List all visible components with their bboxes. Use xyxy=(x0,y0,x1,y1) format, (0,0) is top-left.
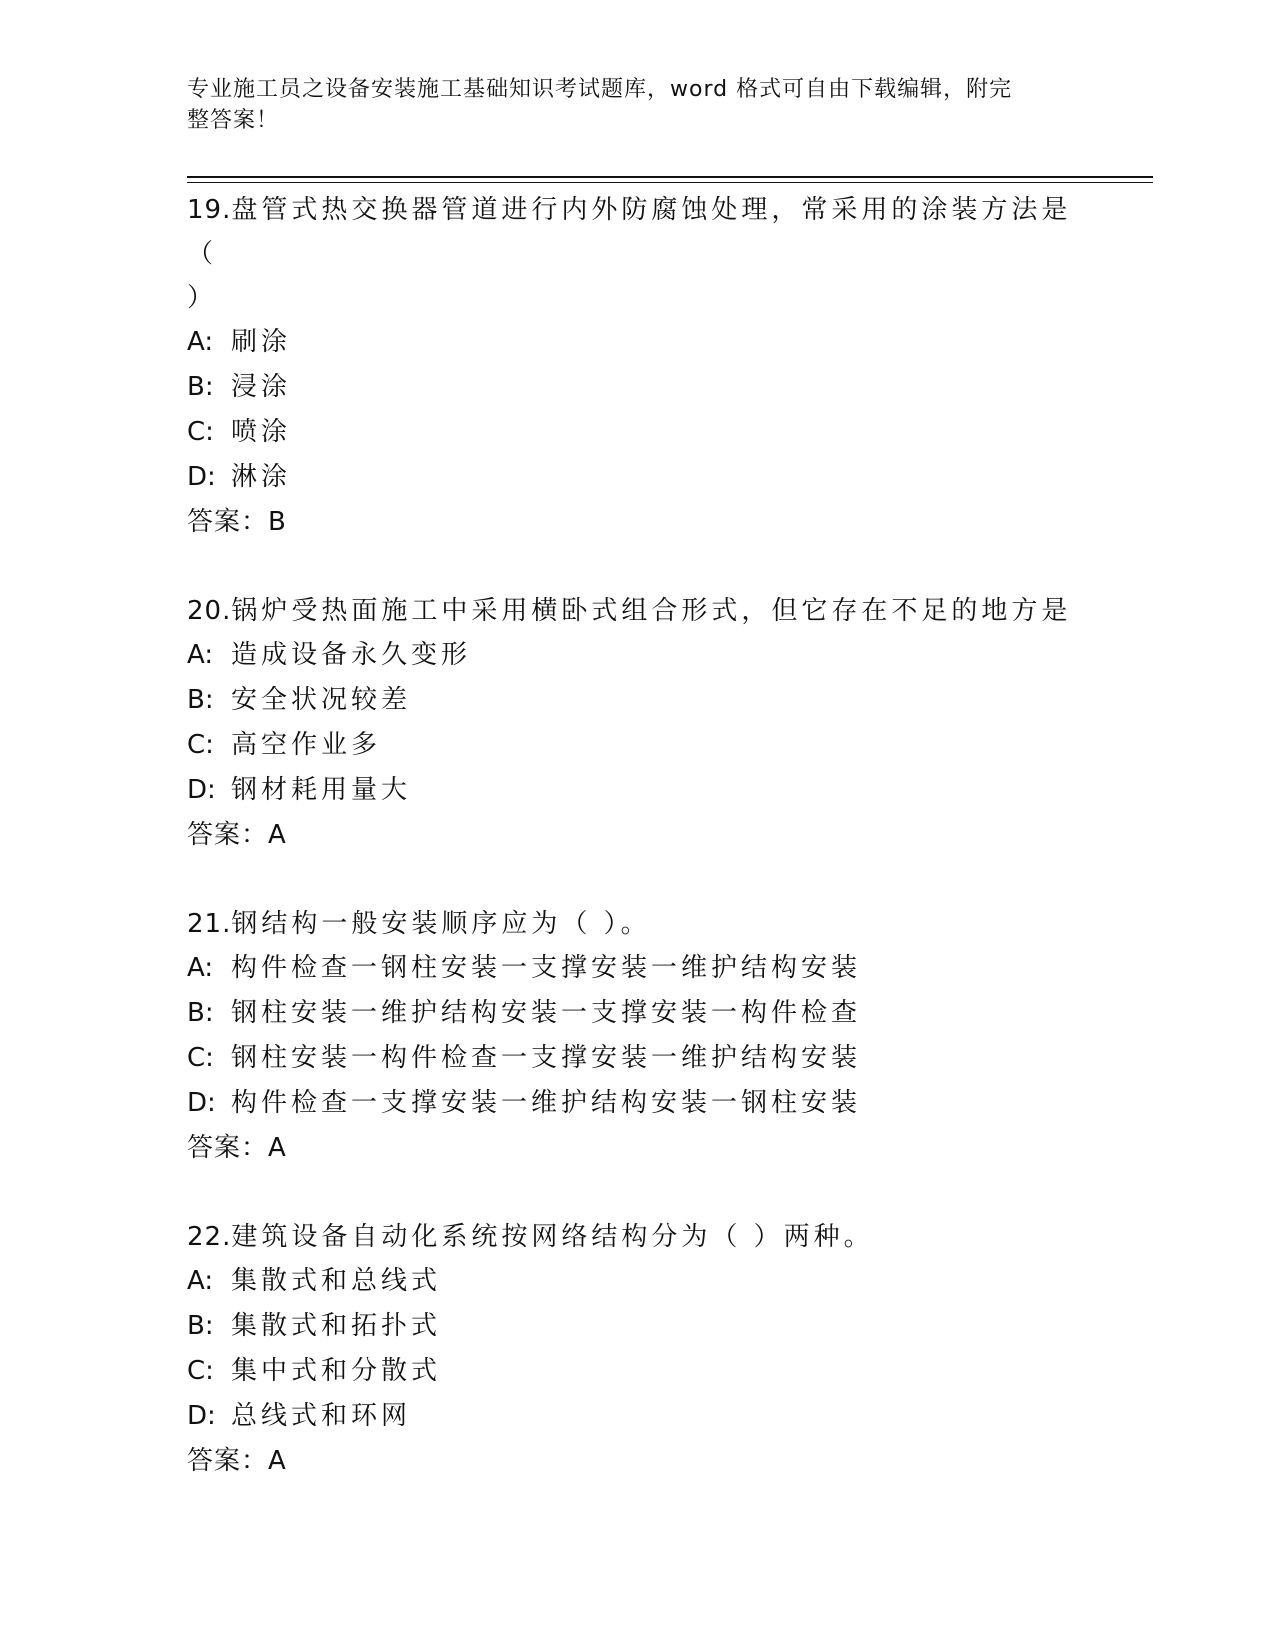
question-number: 21. xyxy=(187,909,232,939)
option-key: C: xyxy=(187,1356,214,1386)
option-key: A: xyxy=(187,640,214,670)
answer-line: 答案：A xyxy=(187,1446,287,1476)
option-text: 总线式和环网 xyxy=(231,1401,412,1431)
option-text: 构件检查一钢柱安装一支撑安装一维护结构安装 xyxy=(231,953,862,983)
option-key: A: xyxy=(187,327,214,357)
option-d xyxy=(187,1081,1087,1126)
option-c xyxy=(187,410,1087,455)
question-list xyxy=(187,188,1087,1528)
option-text: 集散式和拓扑式 xyxy=(231,1311,442,1341)
option-text: 钢柱安装一构件检查一支撑安装一维护结构安装 xyxy=(231,1043,862,1073)
option-key: B: xyxy=(187,998,214,1028)
option-d xyxy=(187,768,1087,813)
option-text: 构件检查一支撑安装一维护结构安装一钢柱安装 xyxy=(231,1088,862,1118)
option-a xyxy=(187,946,1087,991)
answer-line: 答案：B xyxy=(187,507,287,537)
option-text: 钢材耗用量大 xyxy=(231,775,412,805)
option-key: D: xyxy=(187,775,216,805)
question-text: 建筑设备自动化系统按网络结构分为（ ）两种。 xyxy=(231,1222,874,1252)
option-b xyxy=(187,1304,1087,1349)
header-divider-thick xyxy=(187,176,1153,178)
option-c xyxy=(187,1036,1087,1081)
header-line-2: 整答案！ xyxy=(187,108,280,133)
question-22 xyxy=(187,1215,1087,1484)
answer-line: 答案：A xyxy=(187,1133,287,1163)
option-key: B: xyxy=(187,1311,214,1341)
question-text-continued: ） xyxy=(187,283,218,313)
option-key: A: xyxy=(187,953,214,983)
header-divider-thin xyxy=(187,182,1153,183)
question-20 xyxy=(187,589,1087,858)
question-number: 22. xyxy=(187,1222,232,1252)
option-b xyxy=(187,365,1087,410)
option-key: C: xyxy=(187,1043,214,1073)
option-d xyxy=(187,1394,1087,1439)
option-b xyxy=(187,991,1087,1036)
option-key: C: xyxy=(187,730,214,760)
option-key: A: xyxy=(187,1266,214,1296)
option-a xyxy=(187,633,1087,678)
option-d xyxy=(187,455,1087,500)
option-a xyxy=(187,320,1087,365)
question-text: 锅炉受热面施工中采用横卧式组合形式，但它存在不足的地方是 xyxy=(231,596,1072,626)
option-key: B: xyxy=(187,685,214,715)
question-stem xyxy=(187,902,1087,946)
option-key: B: xyxy=(187,372,214,402)
answer-line: 答案：A xyxy=(187,820,287,850)
question-number: 20. xyxy=(187,596,232,626)
question-text: 钢结构一般安装顺序应为（ ）。 xyxy=(231,909,651,939)
option-key: D: xyxy=(187,1401,216,1431)
question-stem xyxy=(187,589,1087,633)
document-header-note xyxy=(187,74,1067,136)
question-21 xyxy=(187,902,1087,1171)
question-number: 19. xyxy=(187,195,232,225)
option-text: 喷涂 xyxy=(231,417,292,447)
option-c xyxy=(187,1349,1087,1394)
question-19 xyxy=(187,188,1087,545)
option-key: D: xyxy=(187,1088,216,1118)
question-stem xyxy=(187,188,1087,276)
option-text: 刷涂 xyxy=(231,327,292,357)
option-b xyxy=(187,678,1087,723)
option-text: 集中式和分散式 xyxy=(231,1356,442,1386)
option-text: 安全状况较差 xyxy=(231,685,412,715)
option-text: 高空作业多 xyxy=(231,730,382,760)
option-text: 造成设备永久变形 xyxy=(231,640,472,670)
option-text: 淋涂 xyxy=(231,462,292,492)
option-text: 浸涂 xyxy=(231,372,292,402)
option-key: C: xyxy=(187,417,214,447)
question-text: 盘管式热交换器管道进行内外防腐蚀处理，常采用的涂装方法是（ xyxy=(187,195,1072,269)
header-line-1: 专业施工员之设备安装施工基础知识考试题库，word 格式可自由下载编辑，附完 xyxy=(187,77,1013,102)
question-stem xyxy=(187,1215,1087,1259)
option-text: 钢柱安装一维护结构安装一支撑安装一构件检查 xyxy=(231,998,862,1028)
option-key: D: xyxy=(187,462,216,492)
option-a xyxy=(187,1259,1087,1304)
option-c xyxy=(187,723,1087,768)
option-text: 集散式和总线式 xyxy=(231,1266,442,1296)
